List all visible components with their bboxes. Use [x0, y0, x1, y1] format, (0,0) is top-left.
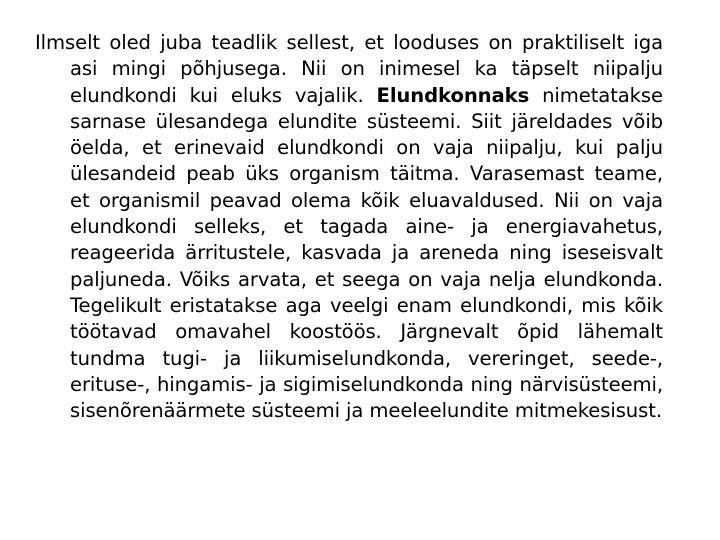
- body-paragraph: [35, 30, 663, 424]
- document-page: [35, 30, 663, 530]
- bold-term: Elundkonnaks: [376, 83, 530, 107]
- paragraph-text-intro: Ilmselt oled juba teadlik sellest, et looduses on praktiliselt iga asi mingi põhjusega. Nii on inimesel ka täpselt niipalju elundkondi kui eluks vajalik.: [35, 31, 663, 107]
- paragraph-text-body: nimetatakse sarnase ülesandega elundite süsteemi. Siit järeldades võib öelda, et erinevaid elundkondi on vaja niipalju, kui palju ülesandeid peab üks organism täitma. Varasemast teame, et organismil peavad olema kõik eluavaldused. Nii on vaja elundkondi selleks, et tagada aine- ja energiavahetus, reageerida ärritustele, kasvada ja areneda ning iseseisvalt paljuneda. Võiks arvata, et seega on vaja nelja elundkonda. Tegelikult eristatakse aga veelgi enam elundkondi, mis kõik töötavad omavahel koostöös. Järgnevalt õpid lähemalt tundma tugi- ja liikumiselundkonda, vereringet, seede-, erituse-, hingamis- ja sigimiselundkonda ning närvisüsteemi, sisenõrenäärmete süsteemi ja meeleelundite mitmekesisust.: [70, 83, 663, 423]
